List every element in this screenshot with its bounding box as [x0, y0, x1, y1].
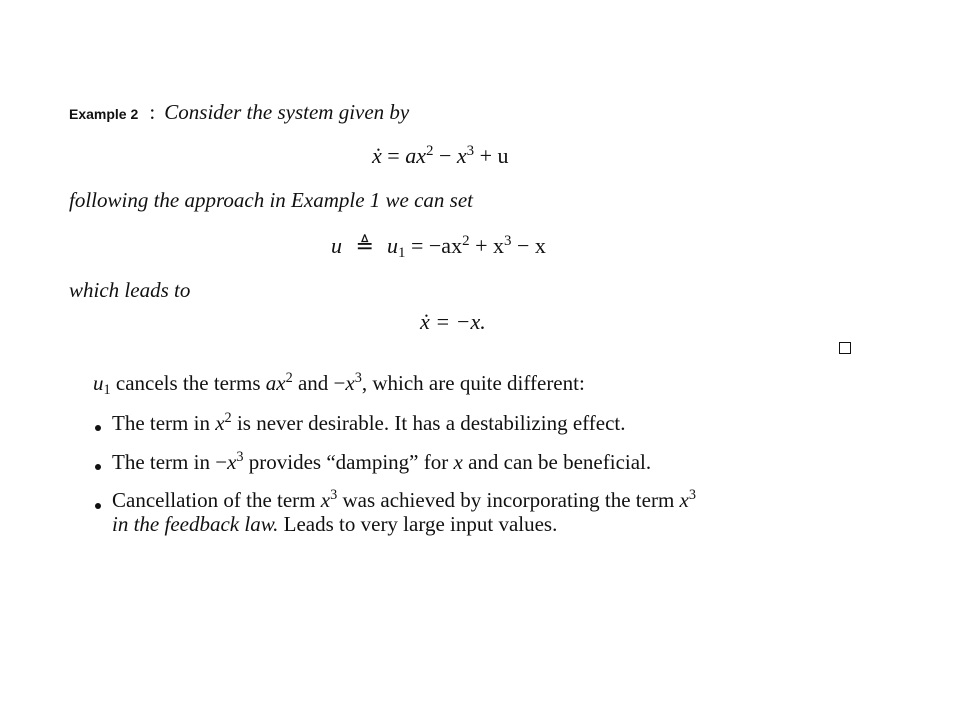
qed-square-icon [839, 342, 851, 354]
cancels-text: $u_1$ cancels the terms $ax^2$ and $-x^3$, which are quite different: [93, 370, 585, 399]
example-intro: Consider the system given by [164, 100, 410, 124]
example-label: Example 2 [69, 106, 139, 122]
bullet-icon [95, 503, 101, 509]
list-item-continuation: in the feedback law. Leads to very large input values. [112, 512, 558, 536]
list-item: The term in $x^2$ is never desirable. It has a destabilizing effect. [112, 410, 626, 435]
following-text: following the approach in Example 1 we can set [69, 188, 473, 212]
example-heading [69, 100, 409, 125]
equation-system: ẋ = $ax^2 - x^3 + u$ [372, 142, 509, 168]
example-colon: : [149, 100, 156, 124]
which-leads-text: which leads to [69, 278, 191, 302]
equation-closed-loop: ẋ = −x. [420, 309, 486, 334]
list-item: Cancellation of the term $x^3$ was achieved by incorporating the term $x^3$ [112, 487, 696, 512]
equation-control-law: u ≜ $u_1 = -ax^2 + x^3 - x$ [331, 232, 546, 262]
bullet-icon [95, 425, 101, 431]
bullet-icon [95, 464, 101, 470]
list-item: The term in $-x^3$ provides “damping” for x and can be beneficial. [112, 449, 652, 474]
